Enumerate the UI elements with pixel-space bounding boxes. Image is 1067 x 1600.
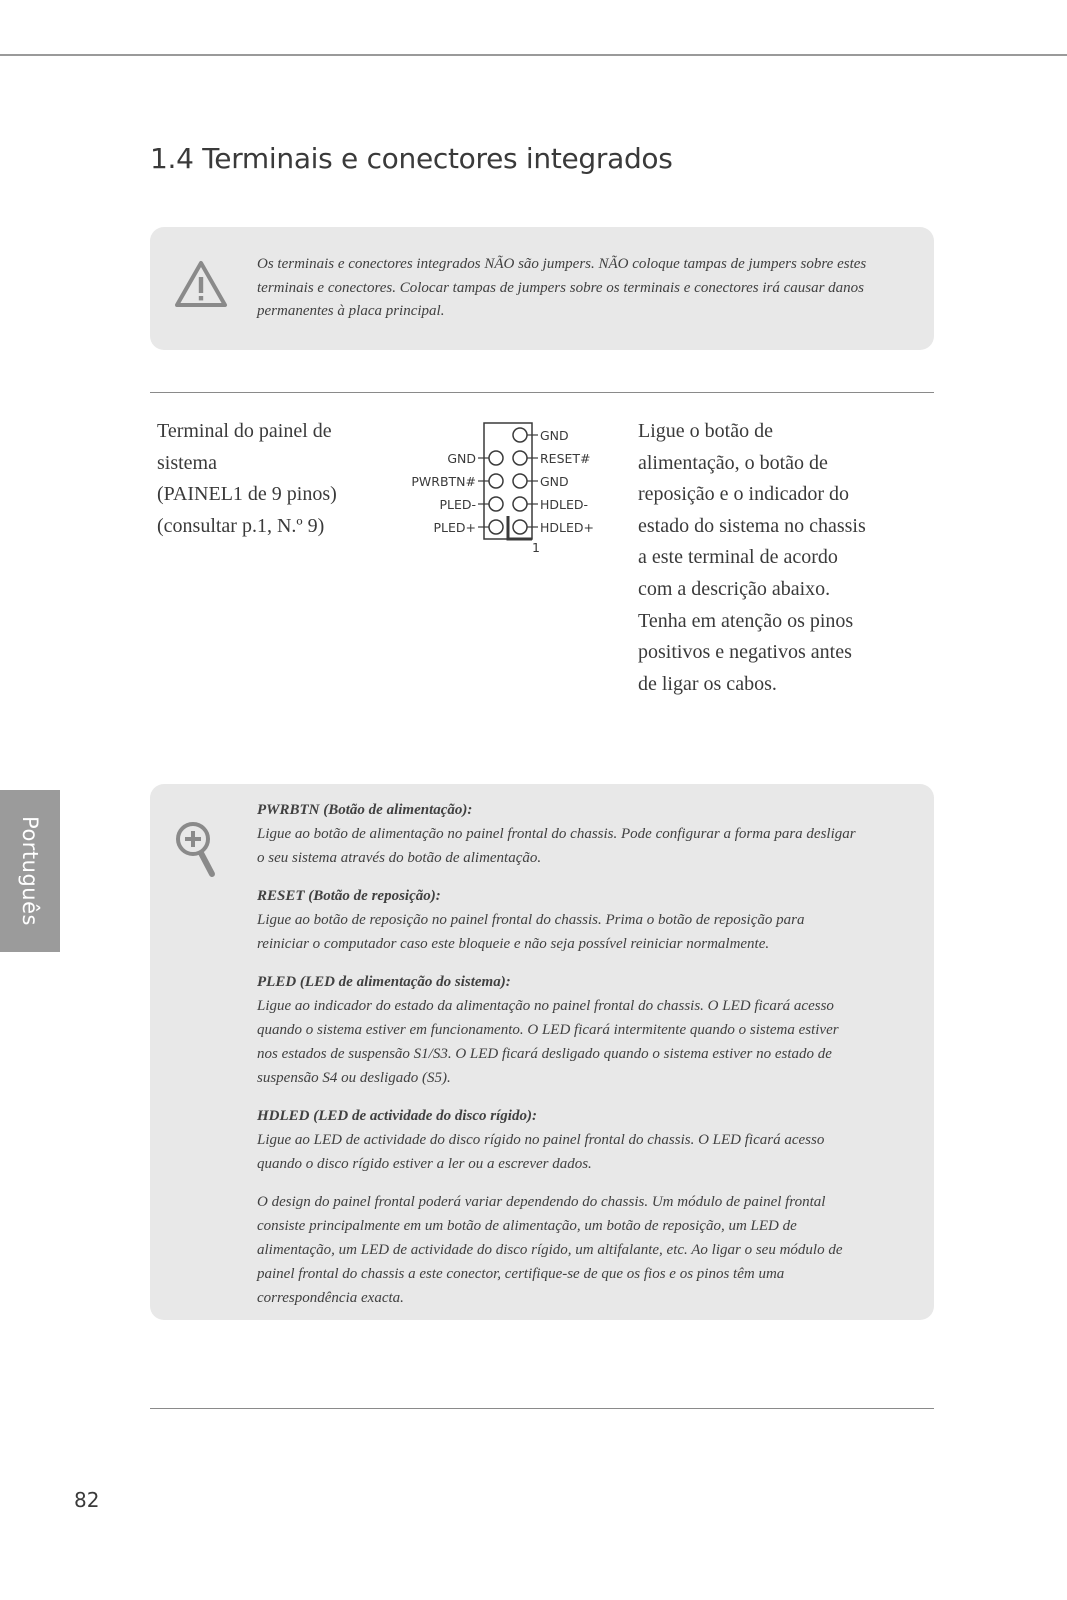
note-item <box>257 1104 857 1176</box>
pin-label: RESET# <box>540 451 591 466</box>
note-title: RESET (Botão de reposição): <box>257 888 441 904</box>
pin-label: GND <box>447 451 476 466</box>
pin <box>513 474 527 488</box>
pin <box>489 474 503 488</box>
divider <box>150 392 934 393</box>
pin1-label: 1 <box>532 540 540 555</box>
header-label-line: Terminal do painel de <box>157 420 332 442</box>
language-tab <box>0 790 60 952</box>
note-text: Ligue ao LED de actividade do disco rígido no painel frontal do chassis. O LED ficará acesso quando o disco rígido estiver a ler ou a escrever dados. <box>257 1132 825 1172</box>
note-item <box>257 970 857 1090</box>
final-note: O design do painel frontal poderá variar dependendo do chassis. Um módulo de painel frontal consiste principalmente em um botão de alimentação, um botão de reposição, um LED de alimentação, um LED de actividade do disco rígido, um altifalante, etc. Ao ligar o seu módulo de painel frontal do chassis a este conector, certifique-se de que os fios e os pinos têm uma correspondência exacta. <box>257 1194 843 1306</box>
note-item <box>257 798 857 870</box>
pin <box>513 497 527 511</box>
note-text: Ligue ao indicador do estado da alimentação no painel frontal do chassis. O LED ficará acesso quando o sistema estiver em funcionamento. O LED ficará intermitente quando o sistema estiver nos estados de suspensão S1/S3. O LED ficará desligado quando o sistema estiver no estado de suspensão S4 ou desligado (S5). <box>257 998 839 1086</box>
caution-text: Os terminais e conectores integrados NÃO são jumpers. NÃO coloque tampas de jumpers sobre estes terminais e conectores. Colocar tampas de jumpers sobre os terminais e conectores irá causar danos permanentes à placa principal. <box>257 256 867 319</box>
pin-diagram <box>400 418 610 558</box>
pin-label: GND <box>540 428 569 443</box>
note-content <box>257 798 857 1310</box>
pin <box>489 451 503 465</box>
pin-label: GND <box>540 474 569 489</box>
pin <box>513 520 527 534</box>
header-label-line: sistema <box>157 451 217 474</box>
pin <box>513 451 527 465</box>
bottom-divider <box>150 1408 934 1409</box>
warning-triangle-icon <box>174 259 228 309</box>
note-title: PLED (LED de alimentação do sistema): <box>257 974 511 990</box>
leader-lines <box>478 435 538 527</box>
pin-label: HDLED- <box>540 497 589 512</box>
pin-label: HDLED+ <box>540 520 594 535</box>
pin <box>513 428 527 442</box>
magnifier-plus-icon <box>174 820 218 880</box>
header-label <box>157 416 377 542</box>
language-tab-label: Português <box>18 816 42 926</box>
note-item <box>257 884 857 956</box>
header-label-line: (PAINEL1 de 9 pinos) <box>157 483 337 506</box>
top-rule <box>0 54 1067 56</box>
note-title: PWRBTN (Botão de alimentação): <box>257 802 473 818</box>
pin <box>489 520 503 534</box>
pin-label: PLED+ <box>433 520 476 535</box>
section-title: 1.4 Terminais e conectores integrados <box>150 142 673 175</box>
note-box <box>150 784 934 1320</box>
note-text: Ligue ao botão de alimentação no painel frontal do chassis. Pode configurar a forma para desligar o seu sistema através do botão de alimentação. <box>257 826 856 866</box>
pin <box>489 497 503 511</box>
pin-label: PWRBTN# <box>411 474 476 489</box>
header-description: Ligue o botão de alimentação, o botão de reposição e o indicador do estado do sistema no chassis a este terminal de acordo com a descrição abaixo. Tenha em atenção os pinos positivos e negativos antes de ligar os cabos. <box>638 420 866 695</box>
caution-box <box>150 227 934 350</box>
pin-label: PLED- <box>439 497 476 512</box>
page-number: 82 <box>74 1488 100 1512</box>
header-label-line: (consultar p.1, N.º 9) <box>157 514 325 537</box>
note-text: Ligue ao botão de reposição no painel frontal do chassis. Prima o botão de reposição para reiniciar o computador caso este bloqueie e não seja possível reiniciar normalmente. <box>257 912 805 952</box>
note-title: HDLED (LED de actividade do disco rígido): <box>257 1108 537 1124</box>
